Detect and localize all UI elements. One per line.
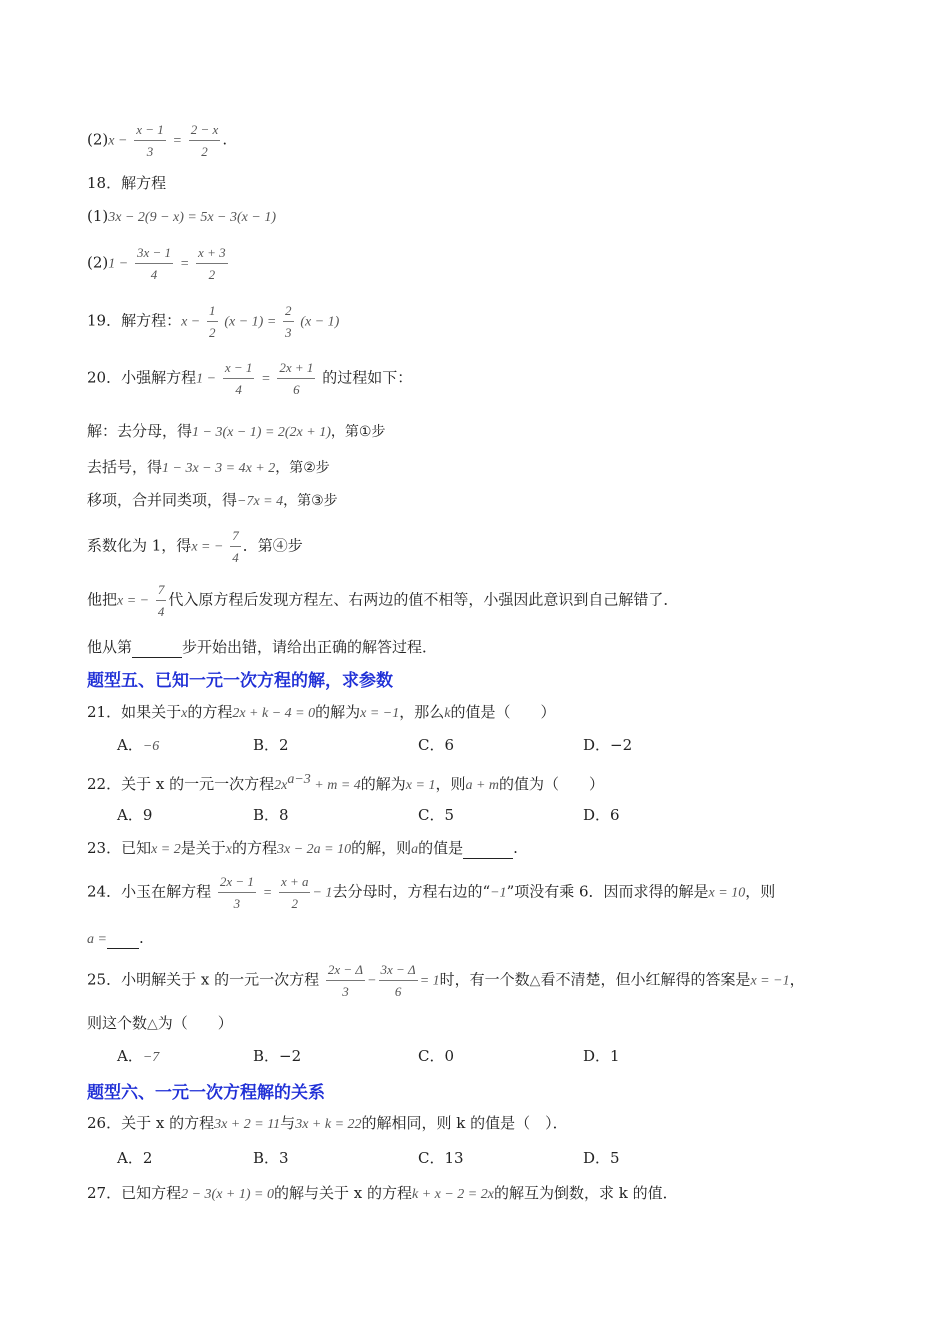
fraction (279, 874, 311, 911)
q20-step4 (87, 528, 303, 565)
option-b[interactable] (253, 1148, 289, 1168)
step-text: 系数化为 1，得 (87, 536, 192, 555)
denominator: 3 (146, 144, 154, 159)
math: a (411, 842, 419, 857)
denominator: 2 (208, 267, 216, 282)
numerator: x + a (279, 874, 311, 893)
option-c[interactable] (418, 1148, 464, 1168)
q18-title: 18．解方程 (87, 174, 167, 192)
option-label: D． (583, 806, 611, 824)
part-label: (2) (87, 253, 109, 272)
part-label: (1) (87, 207, 109, 225)
option-label: C． (418, 736, 445, 754)
text: 的解为 (360, 775, 406, 793)
math: x = −1 (750, 973, 790, 989)
q20-step1 (87, 421, 385, 443)
text: 他从第 (87, 638, 133, 656)
text: 的方程 (187, 703, 233, 721)
step-math: 1 − 3x − 3 = 4x + 2 (162, 461, 276, 476)
text: 21．如果关于 (87, 703, 182, 721)
math: k (444, 706, 451, 721)
text: 23．已知 (87, 839, 152, 857)
q24-line2 (87, 928, 144, 950)
text: ，则 (745, 882, 776, 901)
denominator: 3 (233, 896, 241, 911)
option-label: A． (117, 1149, 143, 1167)
numerator: x − 1 (134, 122, 166, 141)
fraction (156, 582, 167, 619)
q17-math: x − (108, 133, 128, 149)
q21 (87, 702, 555, 724)
option-value: 6 (444, 736, 455, 754)
option-value: 9 (142, 806, 153, 824)
step-math: −7x = 4 (237, 494, 284, 509)
equation: 3x − 2a = 10 (277, 842, 352, 857)
text: 的解相同，则 k 的值是（ ）． (361, 1114, 568, 1132)
q20-title (87, 360, 412, 397)
q23 (87, 838, 518, 860)
text: 22．关于 x 的一元一次方程 (87, 775, 275, 793)
option-value: −2 (279, 1047, 302, 1065)
math: x = − (117, 593, 150, 609)
text: ，那么 (399, 703, 445, 721)
q22 (87, 770, 604, 796)
numerator: 2x − 1 (218, 874, 256, 893)
section-heading-6: 题型六、一元一次方程解的关系 (87, 1083, 325, 1103)
option-label: C． (418, 1047, 445, 1065)
fraction (196, 245, 228, 282)
text: 26．关于 x 的方程 (87, 1114, 215, 1132)
numerator: x + 3 (196, 245, 228, 264)
text: 他把 (87, 590, 118, 609)
option-b[interactable] (253, 805, 289, 825)
math: 1 − (108, 256, 129, 272)
q17-part2 (87, 122, 227, 159)
q25-line2 (87, 1013, 233, 1035)
option-value: 2 (142, 1149, 153, 1167)
q20-step2 (87, 457, 330, 479)
math: (x − 1) (300, 314, 340, 330)
option-value: 0 (444, 1047, 455, 1065)
q18-part1 (87, 206, 276, 228)
option-value: −6 (142, 739, 160, 754)
text: 为（ ） (157, 1014, 233, 1032)
option-a[interactable] (117, 735, 159, 757)
equation: 3x − 2(9 − x) = 5x − 3(x − 1) (108, 210, 276, 225)
question-text: 20．小强解方程 (87, 368, 197, 387)
option-label: C． (418, 806, 445, 824)
denominator: 2 (291, 896, 298, 911)
option-value: 2 (279, 736, 289, 754)
q19 (87, 303, 339, 340)
option-d[interactable] (583, 1148, 620, 1168)
denominator: 4 (150, 267, 158, 282)
q27 (87, 1183, 678, 1205)
option-label: B． (253, 1149, 280, 1167)
step-label: ，第③步 (283, 493, 338, 509)
option-label: C． (418, 1149, 445, 1167)
period: . (513, 839, 518, 857)
option-label: B． (253, 806, 280, 824)
math: x = 1 (405, 778, 436, 793)
text: 时，有一个数 (439, 970, 530, 989)
option-d[interactable] (583, 805, 620, 825)
text: 24．小玉在解方程 (87, 882, 212, 901)
fraction (277, 360, 315, 397)
text: 的方程 (232, 839, 278, 857)
step-text: 解：去分母，得 (87, 422, 193, 440)
section-heading-5: 题型五、已知一元一次方程的解，求参数 (87, 671, 393, 691)
text: 与 (280, 1114, 296, 1132)
triangle-symbol: △ (147, 1017, 158, 1032)
text: ”项没有乘 6．因而求得的解是 (506, 882, 709, 901)
math: −1 (490, 885, 507, 901)
fraction (134, 122, 166, 159)
equation: 2x + k − 4 = 0 (232, 706, 316, 721)
denominator: 3 (342, 984, 349, 999)
question-text: 的过程如下： (322, 368, 413, 387)
option-label: A． (117, 1047, 143, 1065)
step-math: 1 − 3(x − 1) = 2(2x + 1) (192, 425, 331, 440)
numerator: x − 1 (223, 360, 255, 379)
math: + m = 4 (310, 778, 361, 793)
step-label: ，第②步 (275, 460, 330, 476)
fraction (135, 245, 173, 282)
text: 的解与关于 x 的方程 (273, 1184, 412, 1202)
math: − (367, 973, 377, 989)
denominator: 2 (201, 144, 208, 159)
answer-blank[interactable] (132, 637, 182, 658)
option-d[interactable] (583, 1046, 620, 1066)
option-b[interactable] (253, 735, 289, 755)
option-label: D． (583, 1149, 611, 1167)
math: − 1 (312, 885, 333, 901)
math: x = −1 (360, 706, 400, 721)
math: 1 − (196, 371, 217, 387)
q20-check (87, 582, 678, 619)
option-d[interactable] (583, 735, 632, 755)
equals: = (262, 885, 273, 901)
fraction (379, 962, 418, 999)
option-label: A． (117, 736, 143, 754)
answer-blank[interactable] (107, 928, 139, 949)
option-value: 6 (610, 806, 620, 824)
option-a[interactable] (117, 1046, 159, 1068)
q18-part2 (87, 245, 230, 282)
fraction (189, 122, 221, 159)
numerator: 3x − 1 (135, 245, 173, 264)
text: 的解，则 (351, 839, 412, 857)
text: 步开始出错，请给出正确的解答过程． (182, 638, 438, 656)
option-a[interactable] (117, 1148, 152, 1168)
text: 去分母时，方程右边的“ (332, 882, 491, 901)
option-c[interactable] (418, 735, 454, 755)
math: x − (181, 314, 201, 330)
q24 (87, 874, 775, 911)
equation: 3x + k = 22 (295, 1117, 362, 1132)
math: x (181, 706, 188, 721)
q25 (87, 962, 805, 999)
text: 的值是 (418, 839, 464, 857)
text: ，则 (435, 775, 466, 793)
math: x = 2 (151, 842, 181, 857)
fraction (326, 962, 365, 999)
option-value: 3 (279, 1149, 289, 1167)
option-value: 13 (444, 1149, 464, 1167)
numerator: 2 (283, 303, 294, 322)
step-text: 去括号，得 (87, 458, 163, 476)
option-value: 1 (610, 1047, 620, 1065)
fraction (218, 874, 256, 911)
answer-blank[interactable] (463, 838, 513, 859)
option-label: D． (583, 1047, 611, 1065)
text: 的解为 (315, 703, 361, 721)
denominator: 4 (235, 382, 242, 397)
fraction (223, 360, 255, 397)
numerator: 7 (230, 528, 241, 547)
option-c[interactable] (418, 1046, 454, 1066)
numerator: 2x − Δ (326, 962, 365, 981)
fraction (283, 303, 294, 340)
denominator: 4 (232, 550, 239, 565)
equals: = (172, 133, 182, 149)
text: 的值是（ ） (450, 703, 556, 721)
text: 25．小明解关于 x 的一元一次方程 (87, 970, 320, 989)
option-b[interactable] (253, 1046, 301, 1066)
equation: 2 − 3(x + 1) = 0 (181, 1187, 274, 1202)
step-label: ，第①步 (330, 424, 386, 440)
step-math: x = − (191, 539, 224, 555)
exponent: a−3 (287, 772, 311, 787)
text: 则这个数 (87, 1014, 148, 1032)
text: 的值为（ ） (499, 775, 605, 793)
q17-label: (2) (87, 130, 109, 149)
math: a = (87, 932, 107, 947)
option-label: D． (583, 736, 611, 754)
step-label: ．第④步 (242, 536, 303, 555)
equation: k + x − 2 = 2x (411, 1187, 494, 1202)
q26 (87, 1113, 568, 1135)
denominator: 6 (293, 382, 300, 397)
math: x = 10 (708, 885, 746, 901)
numerator: 7 (156, 582, 167, 601)
option-label: B． (253, 736, 280, 754)
text: 是关于 (180, 839, 226, 857)
equals: = (261, 371, 271, 387)
math: x (225, 842, 232, 857)
equals: = (179, 256, 190, 272)
denominator: 2 (209, 325, 216, 340)
numerator: 2x + 1 (277, 360, 315, 379)
option-value: 8 (279, 806, 289, 824)
option-value: −7 (142, 1050, 160, 1065)
numerator: 2 − x (189, 122, 221, 141)
text: ， (789, 970, 805, 989)
math: (x − 1) = (224, 314, 277, 330)
text: 27．已知方程 (87, 1184, 182, 1202)
q20-step3 (87, 490, 338, 512)
math: 2x (274, 778, 288, 793)
option-label: B． (253, 1047, 280, 1065)
period: . (222, 130, 228, 149)
denominator: 3 (285, 325, 292, 340)
period: . (138, 929, 144, 947)
option-label: A． (117, 806, 143, 824)
triangle-symbol: △ (529, 973, 541, 989)
equation: 3x + 2 = 11 (214, 1117, 281, 1132)
math: a + m (465, 778, 500, 793)
option-c[interactable] (418, 805, 454, 825)
option-value: 5 (444, 806, 455, 824)
denominator: 6 (394, 984, 402, 999)
numerator: 1 (207, 303, 218, 322)
option-value: −2 (610, 736, 633, 754)
question-text: 19．解方程： (87, 311, 182, 330)
text: 的解互为倒数，求 k 的值． (493, 1184, 678, 1202)
numerator: 3x − Δ (379, 962, 418, 981)
denominator: 4 (157, 604, 165, 619)
fraction (230, 528, 241, 565)
text: 看不清楚，但小红解得的答案是 (540, 970, 751, 989)
step-text: 移项，合并同类项，得 (87, 491, 238, 509)
math: = 1 (419, 973, 440, 989)
option-a[interactable] (117, 805, 152, 825)
fraction (207, 303, 218, 340)
q20-ask (87, 637, 437, 658)
option-value: 5 (610, 1149, 620, 1167)
text: 代入原方程后发现方程左、右两边的值不相等，小强因此意识到自己解错了． (168, 590, 679, 609)
